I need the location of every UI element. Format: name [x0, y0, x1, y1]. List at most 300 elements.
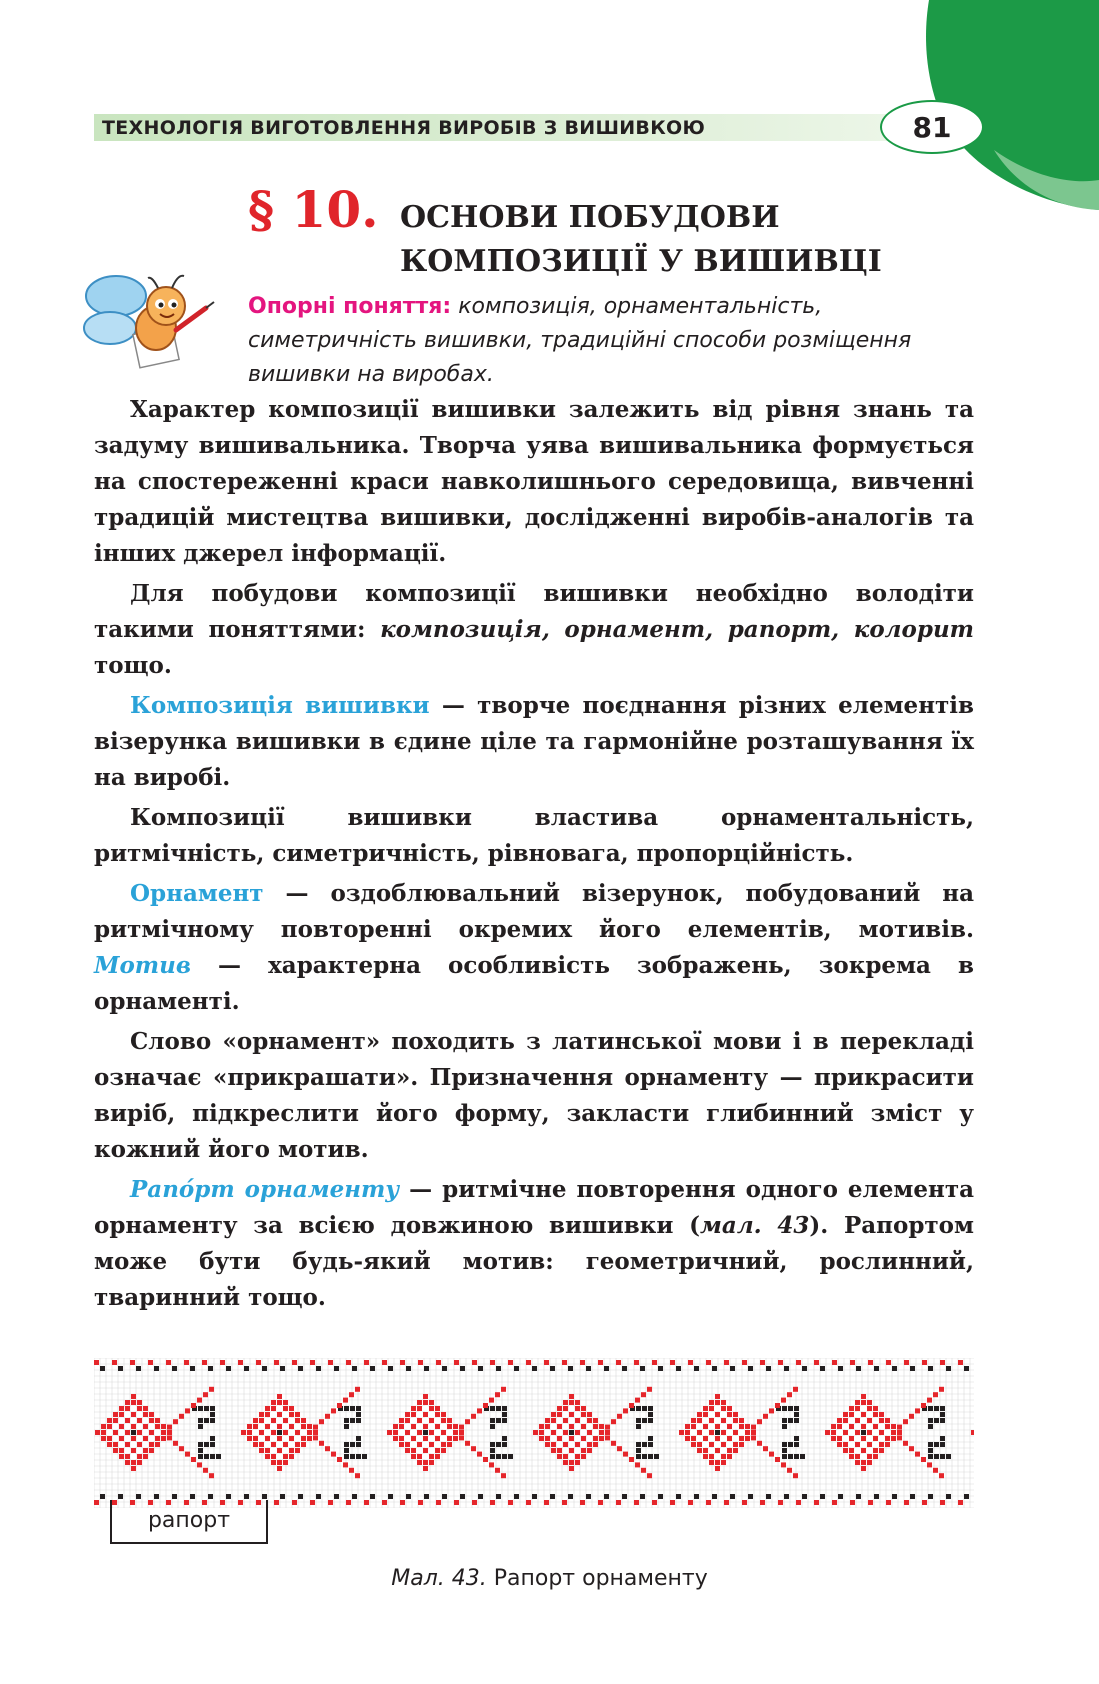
ornament-rosette-stitch: [161, 1424, 166, 1429]
ornament-hook-stitch: [204, 1418, 209, 1423]
term-ornament: Орнамент: [130, 880, 264, 907]
ornament-rosette-stitch: [277, 1394, 282, 1399]
ornament-hook-stitch: [636, 1424, 641, 1429]
ornament-link-stitch: [933, 1392, 938, 1397]
ornament-rosette-stitch: [843, 1448, 848, 1453]
ornament-rosette-stitch: [271, 1442, 276, 1447]
ornament-rosette-stitch: [721, 1418, 726, 1423]
ornament-rosette-stitch: [429, 1454, 434, 1459]
ornament-rosette-stitch: [119, 1454, 124, 1459]
ornament-link-stitch: [173, 1441, 178, 1446]
ornament-rosette-stitch: [745, 1430, 750, 1435]
ornament-rosette-stitch: [289, 1436, 294, 1441]
ornament-rosette-stitch: [295, 1448, 300, 1453]
ornament-rosette-stitch: [745, 1436, 750, 1441]
ornament-rosette-stitch: [423, 1436, 428, 1441]
ornament-rosette-stitch: [283, 1442, 288, 1447]
ornament-rosette-stitch: [125, 1448, 130, 1453]
ornament-rosette-stitch: [563, 1430, 568, 1435]
ornament-rosette-stitch: [113, 1442, 118, 1447]
ornament-border-stitch: [562, 1500, 567, 1505]
ornament-rosette-stitch: [703, 1418, 708, 1423]
ornament-rosette-stitch: [405, 1448, 410, 1453]
ornament-hook-stitch: [356, 1418, 361, 1423]
ornament-rosette-stitch: [447, 1424, 452, 1429]
ornament-rosette-stitch: [709, 1454, 714, 1459]
ornament-border-stitch: [580, 1360, 585, 1365]
ornament-rosette-stitch: [423, 1412, 428, 1417]
ornament-border-stitch: [424, 1494, 429, 1499]
ornament-rosette-stitch: [581, 1454, 586, 1459]
ornament-rosette-stitch: [575, 1400, 580, 1405]
ornament-border-stitch: [634, 1360, 639, 1365]
ornament-border-stitch: [190, 1494, 195, 1499]
ornament-rosette-stitch: [569, 1400, 574, 1405]
ornament-link-stitch: [611, 1441, 616, 1446]
ornament-hook-stitch: [928, 1418, 933, 1423]
ornament-hook-stitch: [940, 1436, 945, 1441]
ornament-rosette-stitch: [855, 1448, 860, 1453]
ornament-rosette-stitch: [825, 1430, 830, 1435]
ornament-border-stitch: [220, 1360, 225, 1365]
ornament-rosette-stitch: [435, 1412, 440, 1417]
ornament-rosette-stitch: [277, 1454, 282, 1459]
ornament-link-stitch: [781, 1398, 786, 1403]
ornament-rosette-stitch: [271, 1448, 276, 1453]
ornament-link-stitch: [775, 1403, 780, 1408]
ornament-rosette-stitch: [727, 1436, 732, 1441]
caption-lead: Мал. 43.: [391, 1566, 487, 1591]
ornament-link-stitch: [471, 1414, 476, 1419]
ornament-rosette-stitch: [131, 1454, 136, 1459]
ornament-rosette-stitch: [265, 1406, 270, 1411]
ornament-rosette-stitch: [855, 1460, 860, 1465]
ornament-border-stitch: [292, 1500, 297, 1505]
ornament-border-stitch: [346, 1500, 351, 1505]
ornament-hook-stitch: [928, 1454, 933, 1459]
ornament-rosette-stitch: [563, 1400, 568, 1405]
ornament-hook-stitch: [356, 1454, 361, 1459]
ornament-link-stitch: [173, 1419, 178, 1424]
ornament-border-stitch: [940, 1360, 945, 1365]
ornament-rosette-stitch: [259, 1442, 264, 1447]
ornament-border-stitch: [568, 1494, 573, 1499]
ornament-hook-stitch: [636, 1406, 641, 1411]
ornament-rosette-stitch: [739, 1436, 744, 1441]
ornament-rosette-stitch: [411, 1406, 416, 1411]
ornament-border-stitch: [460, 1366, 465, 1371]
ornament-link-stitch: [343, 1462, 348, 1467]
ornament-rosette-stitch: [277, 1442, 282, 1447]
ornament-border-stitch: [850, 1500, 855, 1505]
ornament-rosette-stitch: [849, 1406, 854, 1411]
ornament-link-stitch: [325, 1414, 330, 1419]
ornament-border-stitch: [418, 1500, 423, 1505]
ornament-hook-stitch: [502, 1406, 507, 1411]
ornament-link-stitch: [197, 1462, 202, 1467]
ornament-rosette-stitch: [259, 1448, 264, 1453]
ornament-rosette-stitch: [435, 1430, 440, 1435]
ornament-rosette-stitch: [107, 1430, 112, 1435]
ornament-rosette-stitch: [131, 1460, 136, 1465]
section-title-line2: КОМПОЗИЦІЇ У ВИШИВЦІ: [400, 244, 882, 279]
ornament-hook-stitch: [642, 1442, 647, 1447]
ornament-rosette-stitch: [715, 1460, 720, 1465]
ornament-border-stitch: [262, 1366, 267, 1371]
ornament-link-stitch: [355, 1387, 360, 1392]
ornament-rosette-stitch: [289, 1424, 294, 1429]
ornament-rosette-stitch: [867, 1448, 872, 1453]
ornament-rosette-stitch: [727, 1412, 732, 1417]
ornament-rosette-stitch: [125, 1406, 130, 1411]
ornament-rosette-stitch: [709, 1448, 714, 1453]
ornament-border-stitch: [670, 1360, 675, 1365]
ornament-border-stitch: [958, 1360, 963, 1365]
ornament-rosette-stitch: [441, 1418, 446, 1423]
ornament-rosette-stitch: [137, 1442, 142, 1447]
ornament-link-stitch: [763, 1446, 768, 1451]
ornament-hook-stitch: [940, 1418, 945, 1423]
ornament-rosette-stitch: [885, 1442, 890, 1447]
ornament-hook-stitch: [344, 1454, 349, 1459]
ornament-rosette-stitch: [593, 1442, 598, 1447]
ornament-hook-stitch: [490, 1454, 495, 1459]
ornament-hook-stitch: [362, 1454, 367, 1459]
paragraph-1: Характер композиції вишивки залежить від рівня знань та задуму вишивальника. Творча уява вишивальника формується на спостереженні краси навколишнього середовища, вивченні традицій мистецтва вишивки, дослідженні виробів-аналогів та інших джерел інформації.: [94, 396, 974, 567]
ornament-rosette-stitch: [411, 1436, 416, 1441]
ornament-rosette-stitch: [739, 1418, 744, 1423]
ornament-rosette-stitch: [563, 1418, 568, 1423]
ornament-rosette-stitch: [107, 1436, 112, 1441]
ornament-border-stitch: [796, 1500, 801, 1505]
ornament-link-stitch: [179, 1414, 184, 1419]
ornament-rosette-stitch: [715, 1454, 720, 1459]
ornament-border-stitch: [532, 1494, 537, 1499]
ornament-border-stitch: [820, 1366, 825, 1371]
ornament-link-stitch: [617, 1446, 622, 1451]
ornament-rosette-stitch: [101, 1430, 106, 1435]
section-number: § 10.: [248, 180, 379, 239]
ornament-rosette-stitch: [733, 1436, 738, 1441]
ornament-rosette-stitch: [429, 1418, 434, 1423]
ornament-rosette-stitch: [861, 1454, 866, 1459]
ornament-rosette-stitch: [423, 1460, 428, 1465]
ornament-rosette-stitch: [125, 1460, 130, 1465]
ornament-rosette-stitch: [411, 1412, 416, 1417]
ornament-link-stitch: [635, 1462, 640, 1467]
ornament-rosette-stitch: [101, 1424, 106, 1429]
ornament-border-stitch: [622, 1494, 627, 1499]
ornament-border-stitch: [514, 1494, 519, 1499]
ornament-hook-stitch: [788, 1406, 793, 1411]
ornament-hook-stitch: [794, 1442, 799, 1447]
ornament-rosette-stitch: [867, 1430, 872, 1435]
ornament-link-stitch: [179, 1446, 184, 1451]
ornament-link-stitch: [501, 1387, 506, 1392]
ornament-rosette-stitch: [289, 1454, 294, 1459]
ornament-rosette-stitch: [569, 1394, 574, 1399]
ornament-hook-stitch: [788, 1442, 793, 1447]
ornament-rosette-stitch: [435, 1406, 440, 1411]
ornament-rosette-stitch: [447, 1436, 452, 1441]
ornament-rosette-stitch: [837, 1436, 842, 1441]
ornament-rosette-stitch: [119, 1436, 124, 1441]
ornament-rosette-stitch: [423, 1424, 428, 1429]
ornament-hook-stitch: [508, 1454, 513, 1459]
ornament-hook-stitch: [794, 1418, 799, 1423]
ornament-hook-stitch: [788, 1418, 793, 1423]
ornament-border-stitch: [400, 1360, 405, 1365]
ornament-hook-stitch: [502, 1454, 507, 1459]
ornament-hook-stitch: [934, 1418, 939, 1423]
ornament-hook-stitch: [356, 1412, 361, 1417]
ornament-border-stitch: [922, 1500, 927, 1505]
ornament-hook-stitch: [648, 1436, 653, 1441]
ornament-rosette-stitch: [715, 1436, 720, 1441]
ornament-rosette-stitch: [149, 1436, 154, 1441]
ornament-rosette-stitch: [265, 1430, 270, 1435]
ornament-rosette-stitch: [119, 1412, 124, 1417]
ornament-rosette-stitch: [417, 1460, 422, 1465]
ornament-link-stitch: [897, 1435, 902, 1440]
ornament-rosette-stitch: [703, 1430, 708, 1435]
ornament-rosette-stitch: [885, 1424, 890, 1429]
ornament-rosette-stitch: [271, 1406, 276, 1411]
ornament-rosette-stitch: [849, 1454, 854, 1459]
ornament-link-stitch: [751, 1425, 756, 1430]
ornament-rosette-stitch: [539, 1436, 544, 1441]
ornament-rosette-stitch: [751, 1430, 756, 1435]
ornament-rosette-stitch: [265, 1448, 270, 1453]
ornament-rosette-stitch: [831, 1430, 836, 1435]
ornament-border-stitch: [370, 1494, 375, 1499]
ornament-link-stitch: [319, 1441, 324, 1446]
ornament-rosette-stitch: [557, 1454, 562, 1459]
ornament-rosette-stitch: [593, 1436, 598, 1441]
ornament-rosette-stitch: [95, 1430, 100, 1435]
ornament-hook-stitch: [502, 1442, 507, 1447]
ornament-link-stitch: [909, 1414, 914, 1419]
ornament-rosette-stitch: [113, 1412, 118, 1417]
ornament-hook-stitch: [794, 1412, 799, 1417]
ornament-link-stitch: [331, 1452, 336, 1457]
ornament-border-stitch: [238, 1360, 243, 1365]
ornament-rosette-stitch: [721, 1406, 726, 1411]
key-concepts-text: композиція, орнаментальність, симетричність вишивки, традиційні способи розміщення вишивки на виробах.: [248, 294, 912, 387]
ornament-hook-stitch: [344, 1448, 349, 1453]
ornament-rosette-stitch: [155, 1418, 160, 1423]
ornament-border-stitch: [418, 1360, 423, 1365]
ornament-rosette-stitch: [161, 1436, 166, 1441]
ornament-link-stitch: [465, 1419, 470, 1424]
ornament-rosette-stitch: [435, 1448, 440, 1453]
ornament-rosette-stitch: [137, 1448, 142, 1453]
ornament-rosette-stitch: [843, 1412, 848, 1417]
ornament-rosette-stitch: [155, 1430, 160, 1435]
ornament-rosette-stitch: [849, 1430, 854, 1435]
ornament-rosette-stitch: [283, 1460, 288, 1465]
page-number: 81: [880, 100, 984, 154]
rapport-bracket: [110, 1500, 268, 1544]
ornament-border-stitch: [904, 1500, 909, 1505]
ornament-border-stitch: [904, 1360, 909, 1365]
ornament-rosette-stitch: [733, 1448, 738, 1453]
ornament-hook-stitch: [490, 1418, 495, 1423]
ornament-border-stitch: [724, 1500, 729, 1505]
ornament-rosette-stitch: [551, 1448, 556, 1453]
ornament-figure: [94, 1358, 974, 1508]
ornament-rosette-stitch: [417, 1406, 422, 1411]
ornament-rosette-stitch: [703, 1412, 708, 1417]
ornament-rosette-stitch: [271, 1412, 276, 1417]
ornament-rosette-stitch: [295, 1424, 300, 1429]
ornament-rosette-stitch: [587, 1418, 592, 1423]
ornament-rosette-stitch: [873, 1430, 878, 1435]
ornament-link-stitch: [191, 1403, 196, 1408]
ornament-rosette-stitch: [417, 1400, 422, 1405]
ornament-rosette-stitch: [459, 1430, 464, 1435]
ornament-rosette-stitch: [849, 1436, 854, 1441]
ornament-border-stitch: [400, 1500, 405, 1505]
ornament-border-stitch: [820, 1494, 825, 1499]
ornament-rosette-stitch: [685, 1430, 690, 1435]
ornament-border-stitch: [508, 1500, 513, 1505]
ornament-border-stitch: [802, 1494, 807, 1499]
paragraph-5: Орнамент — оздоблювальний візерунок, побудований на ритмічному повторенні окремих його елементів, мотивів. Мотив — характерна особливість зображень, зокрема в орнаменті.: [94, 880, 974, 1015]
ornament-link-stitch: [355, 1473, 360, 1478]
ornament-border-stitch: [832, 1500, 837, 1505]
ornament-rosette-stitch: [283, 1406, 288, 1411]
ornament-rosette-stitch: [897, 1430, 902, 1435]
ornament-rosette-stitch: [307, 1424, 312, 1429]
ornament-rosette-stitch: [593, 1424, 598, 1429]
ornament-border-stitch: [892, 1494, 897, 1499]
ornament-rosette-stitch: [247, 1430, 252, 1435]
ornament-rosette-stitch: [715, 1412, 720, 1417]
ornament-rosette-stitch: [137, 1424, 142, 1429]
running-header-title: ТЕХНОЛОГІЯ ВИГОТОВЛЕННЯ ВИРОБІВ З ВИШИВКОЮ: [102, 117, 706, 139]
ornament-border-stitch: [748, 1366, 753, 1371]
ornament-rosette-stitch: [733, 1442, 738, 1447]
ornament-hook-stitch: [782, 1454, 787, 1459]
ornament-rosette-stitch: [441, 1412, 446, 1417]
ornament-border-stitch: [874, 1494, 879, 1499]
ornament-rosette-stitch: [545, 1442, 550, 1447]
ornament-hook-stitch: [636, 1454, 641, 1459]
ornament-link-stitch: [775, 1457, 780, 1462]
ornament-link-stitch: [611, 1419, 616, 1424]
ornament-link-stitch: [477, 1452, 482, 1457]
ornament-rosette-stitch: [867, 1412, 872, 1417]
ornament-rosette-stitch: [697, 1448, 702, 1453]
ornament-rosette-stitch: [399, 1424, 404, 1429]
ornament-rosette-stitch: [727, 1430, 732, 1435]
ornament-rosette-stitch: [259, 1418, 264, 1423]
ornament-rosette-stitch: [843, 1418, 848, 1423]
ornament-rosette-stitch: [861, 1466, 866, 1471]
ornament-rosette-stitch: [697, 1430, 702, 1435]
ornament-rosette-stitch: [435, 1418, 440, 1423]
ornament-rosette-stitch: [563, 1454, 568, 1459]
ornament-link-stitch: [623, 1452, 628, 1457]
ornament-border-stitch: [604, 1494, 609, 1499]
ornament-rosette-stitch: [131, 1394, 136, 1399]
ornament-rosette-stitch: [289, 1412, 294, 1417]
ornament-rosette-stitch: [587, 1448, 592, 1453]
ornament-rosette-stitch: [837, 1424, 842, 1429]
ornament-rosette-stitch: [399, 1442, 404, 1447]
ornament-rosette-stitch: [885, 1418, 890, 1423]
ornament-rosette-stitch: [405, 1412, 410, 1417]
ornament-rosette-stitch: [137, 1412, 142, 1417]
ornament-border-stitch: [616, 1500, 621, 1505]
ornament-rosette-stitch: [855, 1412, 860, 1417]
ornament-border-stitch: [688, 1360, 693, 1365]
ornament-link-stitch: [191, 1457, 196, 1462]
ornament-rosette-stitch: [283, 1412, 288, 1417]
ornament-rosette-stitch: [843, 1442, 848, 1447]
ornament-rosette-stitch: [131, 1448, 136, 1453]
ornament-rosette-stitch: [143, 1424, 148, 1429]
ornament-rosette-stitch: [301, 1430, 306, 1435]
caption-text: Рапорт орнаменту: [486, 1566, 708, 1591]
ornament-rosette-stitch: [849, 1448, 854, 1453]
ornament-border-stitch: [958, 1500, 963, 1505]
ornament-border-stitch: [478, 1494, 483, 1499]
ornament-rosette-stitch: [417, 1436, 422, 1441]
ornament-rosette-stitch: [715, 1424, 720, 1429]
ornament-rosette-stitch: [295, 1442, 300, 1447]
ornament-link-stitch: [921, 1403, 926, 1408]
ornament-hook-stitch: [642, 1454, 647, 1459]
ornament-border-stitch: [640, 1366, 645, 1371]
ornament-rosette-stitch: [405, 1424, 410, 1429]
ornament-rosette-stitch: [289, 1406, 294, 1411]
ornament-rosette-stitch: [715, 1466, 720, 1471]
ornament-rosette-stitch: [867, 1460, 872, 1465]
ornament-rosette-stitch: [569, 1454, 574, 1459]
ornament-hook-stitch: [782, 1442, 787, 1447]
ornament-rosette-stitch: [393, 1424, 398, 1429]
ornament-rosette-stitch: [143, 1436, 148, 1441]
ornament-border-stitch: [850, 1360, 855, 1365]
ornament-rosette-stitch: [697, 1424, 702, 1429]
ornament-link-stitch: [501, 1473, 506, 1478]
ornament-rosette-stitch: [727, 1424, 732, 1429]
ornament-border-stitch: [334, 1366, 339, 1371]
ornament-rosette-stitch: [843, 1430, 848, 1435]
ornament-rosette-stitch: [879, 1412, 884, 1417]
ornament-border-stitch: [946, 1494, 951, 1499]
ornament-border-stitch: [964, 1494, 969, 1499]
ornament-border-stitch: [586, 1366, 591, 1371]
ornament-border-stitch: [694, 1494, 699, 1499]
ornament-hook-stitch: [210, 1436, 215, 1441]
ornament-rosette-stitch: [247, 1436, 252, 1441]
ornament-hook-stitch: [940, 1406, 945, 1411]
ornament-rosette-stitch: [247, 1424, 252, 1429]
ornament-border-stitch: [760, 1360, 765, 1365]
ornament-hook-stitch: [496, 1442, 501, 1447]
ornament-link-stitch: [489, 1398, 494, 1403]
paragraph-3: Композиція вишивки — творче поєднання різних елементів візерунка вишивки в єдине ціле та гармонійне розташування їх на виробі.: [94, 692, 974, 791]
ornament-rosette-stitch: [849, 1418, 854, 1423]
ornament-rosette-stitch: [563, 1436, 568, 1441]
ornament-rosette-stitch: [727, 1442, 732, 1447]
ornament-rosette-stitch: [721, 1448, 726, 1453]
ornament-core-stitch: [861, 1430, 866, 1435]
ornament-rosette-stitch: [289, 1430, 294, 1435]
